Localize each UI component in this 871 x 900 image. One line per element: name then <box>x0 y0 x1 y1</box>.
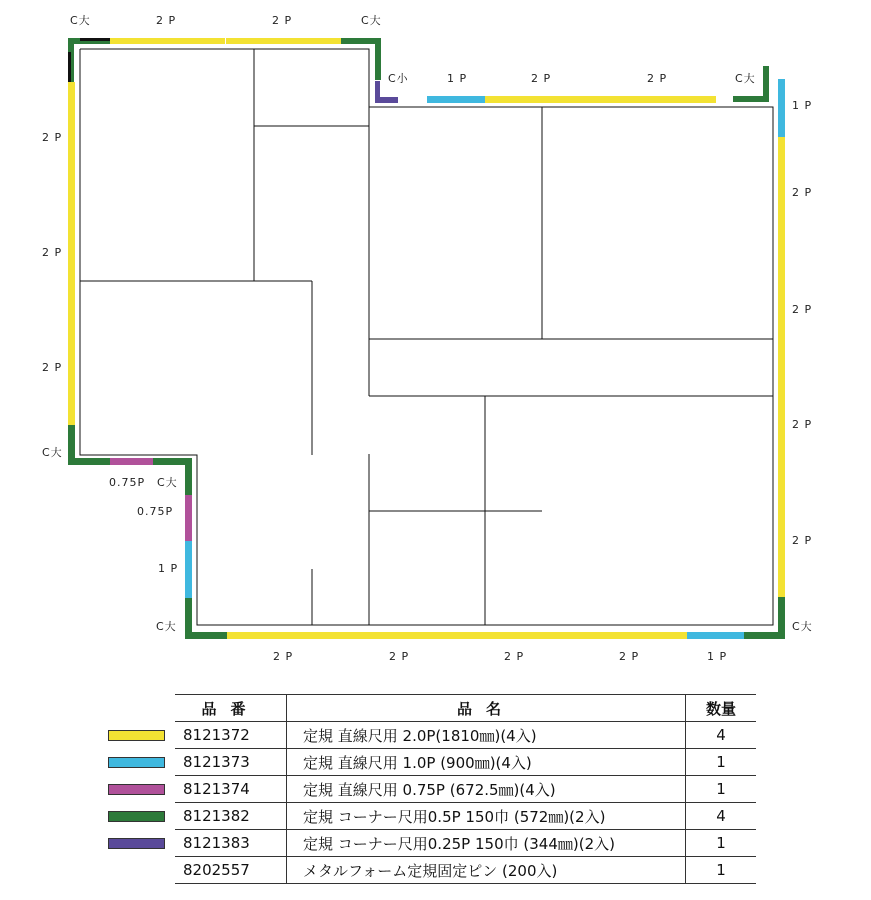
ruler-2p <box>778 482 785 597</box>
cell-code: 8121374 <box>175 776 287 803</box>
table-row <box>100 722 756 749</box>
label-top-left: 2 P <box>272 14 293 27</box>
label-step: C大 <box>157 476 178 489</box>
swatch-cell <box>100 749 175 776</box>
cell-name: 定規 コーナー尺用0.5P 150巾 (572㎜)(2入) <box>287 803 686 830</box>
label-right: 2 P <box>792 186 813 199</box>
label-bottom: 2 P <box>273 650 294 663</box>
ruler-2p <box>485 96 601 103</box>
table-row <box>100 857 756 884</box>
table-row <box>100 830 756 857</box>
corner-large-ruler <box>744 632 785 639</box>
ruler-2p <box>778 137 785 252</box>
ruler-overlap-mark <box>80 38 110 41</box>
cell-qty: 4 <box>686 722 757 749</box>
ruler-2p <box>68 197 75 312</box>
label-top-right: C大 <box>735 72 756 85</box>
ruler-2p <box>778 367 785 482</box>
header-qty: 数量 <box>686 695 757 722</box>
table-row <box>100 749 756 776</box>
label-step: C大 <box>156 620 177 633</box>
ruler-2p <box>226 38 341 44</box>
yellow-swatch <box>108 730 165 741</box>
corner-large-ruler <box>763 66 769 102</box>
cell-code: 8202557 <box>175 857 287 884</box>
ruler-2p <box>227 632 342 639</box>
swatch-cell <box>100 803 175 830</box>
label-left: C大 <box>42 446 63 459</box>
interior-walls <box>80 49 773 625</box>
label-top-right: 2 P <box>647 72 668 85</box>
label-right: C大 <box>792 620 813 633</box>
outer-wall-outline <box>80 49 773 625</box>
ruler-2p <box>342 632 457 639</box>
purple-swatch <box>108 838 165 849</box>
label-right: 1 P <box>792 99 813 112</box>
swatch-cell <box>100 776 175 803</box>
cell-name: メタルフォーム定規固定ピン (200入) <box>287 857 686 884</box>
label-left: 2 P <box>42 361 63 374</box>
table-header-row <box>100 695 756 722</box>
ruler-075p <box>110 458 153 465</box>
ruler-overlap-mark <box>68 52 71 82</box>
cell-name: 定規 直線尺用 1.0P (900㎜)(4入) <box>287 749 686 776</box>
swatch-cell <box>100 830 175 857</box>
cell-qty: 1 <box>686 749 757 776</box>
cell-name: 定規 コーナー尺用0.25P 150巾 (344㎜)(2入) <box>287 830 686 857</box>
magenta-swatch <box>108 784 165 795</box>
cell-qty: 4 <box>686 803 757 830</box>
label-top-left: C大 <box>361 14 382 27</box>
label-right: 2 P <box>792 418 813 431</box>
ruler-2p <box>572 632 687 639</box>
outer-walls <box>80 49 773 625</box>
corner-large-ruler <box>375 38 381 80</box>
ruler-2p <box>778 252 785 367</box>
label-top-left: C大 <box>70 14 91 27</box>
label-step: 0.75P <box>109 476 146 489</box>
ruler-1p <box>687 632 744 639</box>
parts-table <box>100 694 756 884</box>
green-swatch <box>108 811 165 822</box>
swatch-header <box>100 695 175 722</box>
cell-code: 8121383 <box>175 830 287 857</box>
ruler-2p <box>68 82 75 197</box>
ruler-1p <box>185 541 192 598</box>
label-top-right: 2 P <box>531 72 552 85</box>
label-bottom: 2 P <box>504 650 525 663</box>
table-row <box>100 776 756 803</box>
cell-name: 定規 直線尺用 0.75P (672.5㎜)(4入) <box>287 776 686 803</box>
label-step: 1 P <box>158 562 179 575</box>
ruler-2p <box>601 96 716 103</box>
label-bottom: 2 P <box>389 650 410 663</box>
corner-large-ruler <box>68 425 75 465</box>
ruler-2p <box>110 38 225 44</box>
corner-small-ruler <box>375 97 398 103</box>
label-top-right: C小 <box>388 72 409 85</box>
cell-name: 定規 直線尺用 2.0P(1810㎜)(4入) <box>287 722 686 749</box>
cell-qty: 1 <box>686 857 757 884</box>
header-code: 品番 <box>175 695 287 722</box>
corner-large-ruler <box>153 458 192 465</box>
blue-swatch <box>108 757 165 768</box>
cell-code: 8121382 <box>175 803 287 830</box>
swatch-cell <box>100 857 175 884</box>
ruler-1p <box>427 96 485 103</box>
label-right: 2 P <box>792 534 813 547</box>
ruler-labels <box>42 13 813 663</box>
ruler-2p <box>457 632 572 639</box>
cell-qty: 1 <box>686 776 757 803</box>
ruler-1p <box>778 79 785 137</box>
label-left: 2 P <box>42 131 63 144</box>
ruler-075p <box>185 495 192 541</box>
header-name: 品名 <box>287 695 686 722</box>
label-left: 2 P <box>42 246 63 259</box>
cell-code: 8121372 <box>175 722 287 749</box>
ruler-2p <box>68 312 75 425</box>
label-top-right: 1 P <box>447 72 468 85</box>
label-step: 0.75P <box>137 505 174 518</box>
cell-code: 8121373 <box>175 749 287 776</box>
swatch-cell <box>100 722 175 749</box>
label-bottom: 2 P <box>619 650 640 663</box>
cell-qty: 1 <box>686 830 757 857</box>
label-right: 2 P <box>792 303 813 316</box>
label-top-left: 2 P <box>156 14 177 27</box>
corner-large-ruler <box>185 598 192 639</box>
label-bottom: 1 P <box>707 650 728 663</box>
table-row <box>100 803 756 830</box>
